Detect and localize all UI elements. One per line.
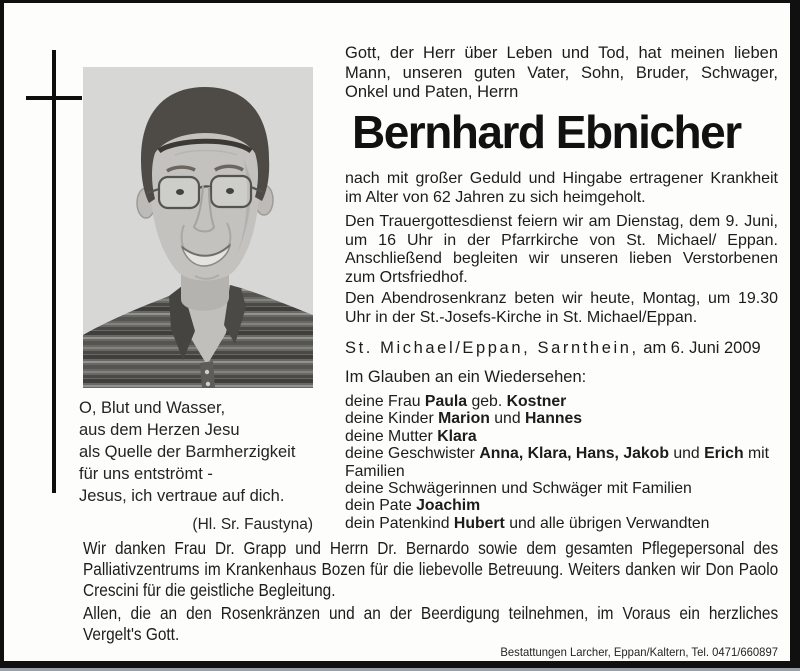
thanks-doctors-text: Wir danken Frau Dr. Grapp und Herrn Dr. Bernardo sowie dem gesamten Pflegepersonal des Palliativzentrums im Krankenhaus Bozen für die liebevolle Betreuung. Weiters danken wir Don Paolo Crescini für die geistliche Begleitung. — [83, 538, 779, 600]
cross-icon-bar — [26, 96, 82, 100]
dateline-date: am 6. Juni 2009 — [638, 339, 761, 357]
poem-line: aus dem Herzen Jesu — [79, 421, 240, 439]
poem-line: als Quelle der Barmherzigkeit — [79, 443, 296, 461]
opening-text: Gott, der Herr über Leben und Tod, hat meinen lieben Mann, unseren guten Vater, Sohn, Bruder, Schwager, Onkel und Paten, Herrn — [345, 44, 778, 101]
mourner-line: deine Frau Paula geb. Kostner — [345, 393, 567, 410]
portrait-photo-graphic — [83, 67, 313, 388]
deceased-name: Bernhard Ebnicher — [352, 106, 741, 158]
death-announcement: nach mit großer Geduld und Hingabe ertragener Krankheit im Alter von 62 Jahren zu sich heimgeholt. — [345, 170, 778, 206]
faith-line: Im Glauben an ein Wiedersehen: — [345, 368, 587, 386]
portrait-photo — [83, 67, 313, 388]
dateline-places: St. Michael/Eppan, Sarnthein, — [345, 339, 639, 357]
rosary-info: Den Abendrosenkranz beten wir heute, Montag, um 19.30 Uhr in der St.-Josefs-Kirche in St. Michael/Eppan. — [345, 290, 778, 326]
funeral-home-footer: Bestattungen Larcher, Eppan/Kaltern, Tel. 0471/660897 — [500, 645, 778, 659]
thanks-attendees-text: Allen, die an den Rosenkränzen und an der Beerdigung teilnehmen, im Voraus ein herzliches Vergelt's Gott. — [83, 603, 779, 644]
mourner-line: deine Geschwister Anna, Klara, Hans, Jakob und Erich mit Familien — [345, 445, 770, 480]
poem-line: O, Blut und Wasser, — [79, 399, 226, 417]
mourner-line: deine Schwägerinnen und Schwäger mit Familien — [345, 480, 692, 498]
memorial-poem — [79, 397, 313, 536]
cross-icon — [52, 50, 56, 493]
mourner-line: dein Pate Joachim — [345, 497, 481, 515]
mourner-line: dein Patenkind Hubert und alle übrigen Verwandten — [345, 514, 710, 532]
mourner-line: deine Mutter Klara — [345, 427, 477, 445]
poem-line: Jesus, ich vertraue auf dich. — [79, 487, 285, 505]
poem-line: für uns entströmt - — [79, 465, 213, 483]
funeral-service-info: Den Trauergottesdienst feiern wir am Dienstag, dem 9. Juni, um 16 Uhr in der Pfarrkirche von St. Michael/ Eppan. Anschließend begleiten wir unseren lieben Verstorbenen zum Ortsfriedhof. — [345, 213, 778, 286]
dateline — [345, 339, 778, 358]
mourners-list — [345, 393, 778, 532]
poem-attribution: (Hl. Sr. Faustyna) — [192, 516, 313, 533]
mourner-line: deine Kinder Marion und Hannes — [345, 410, 583, 428]
